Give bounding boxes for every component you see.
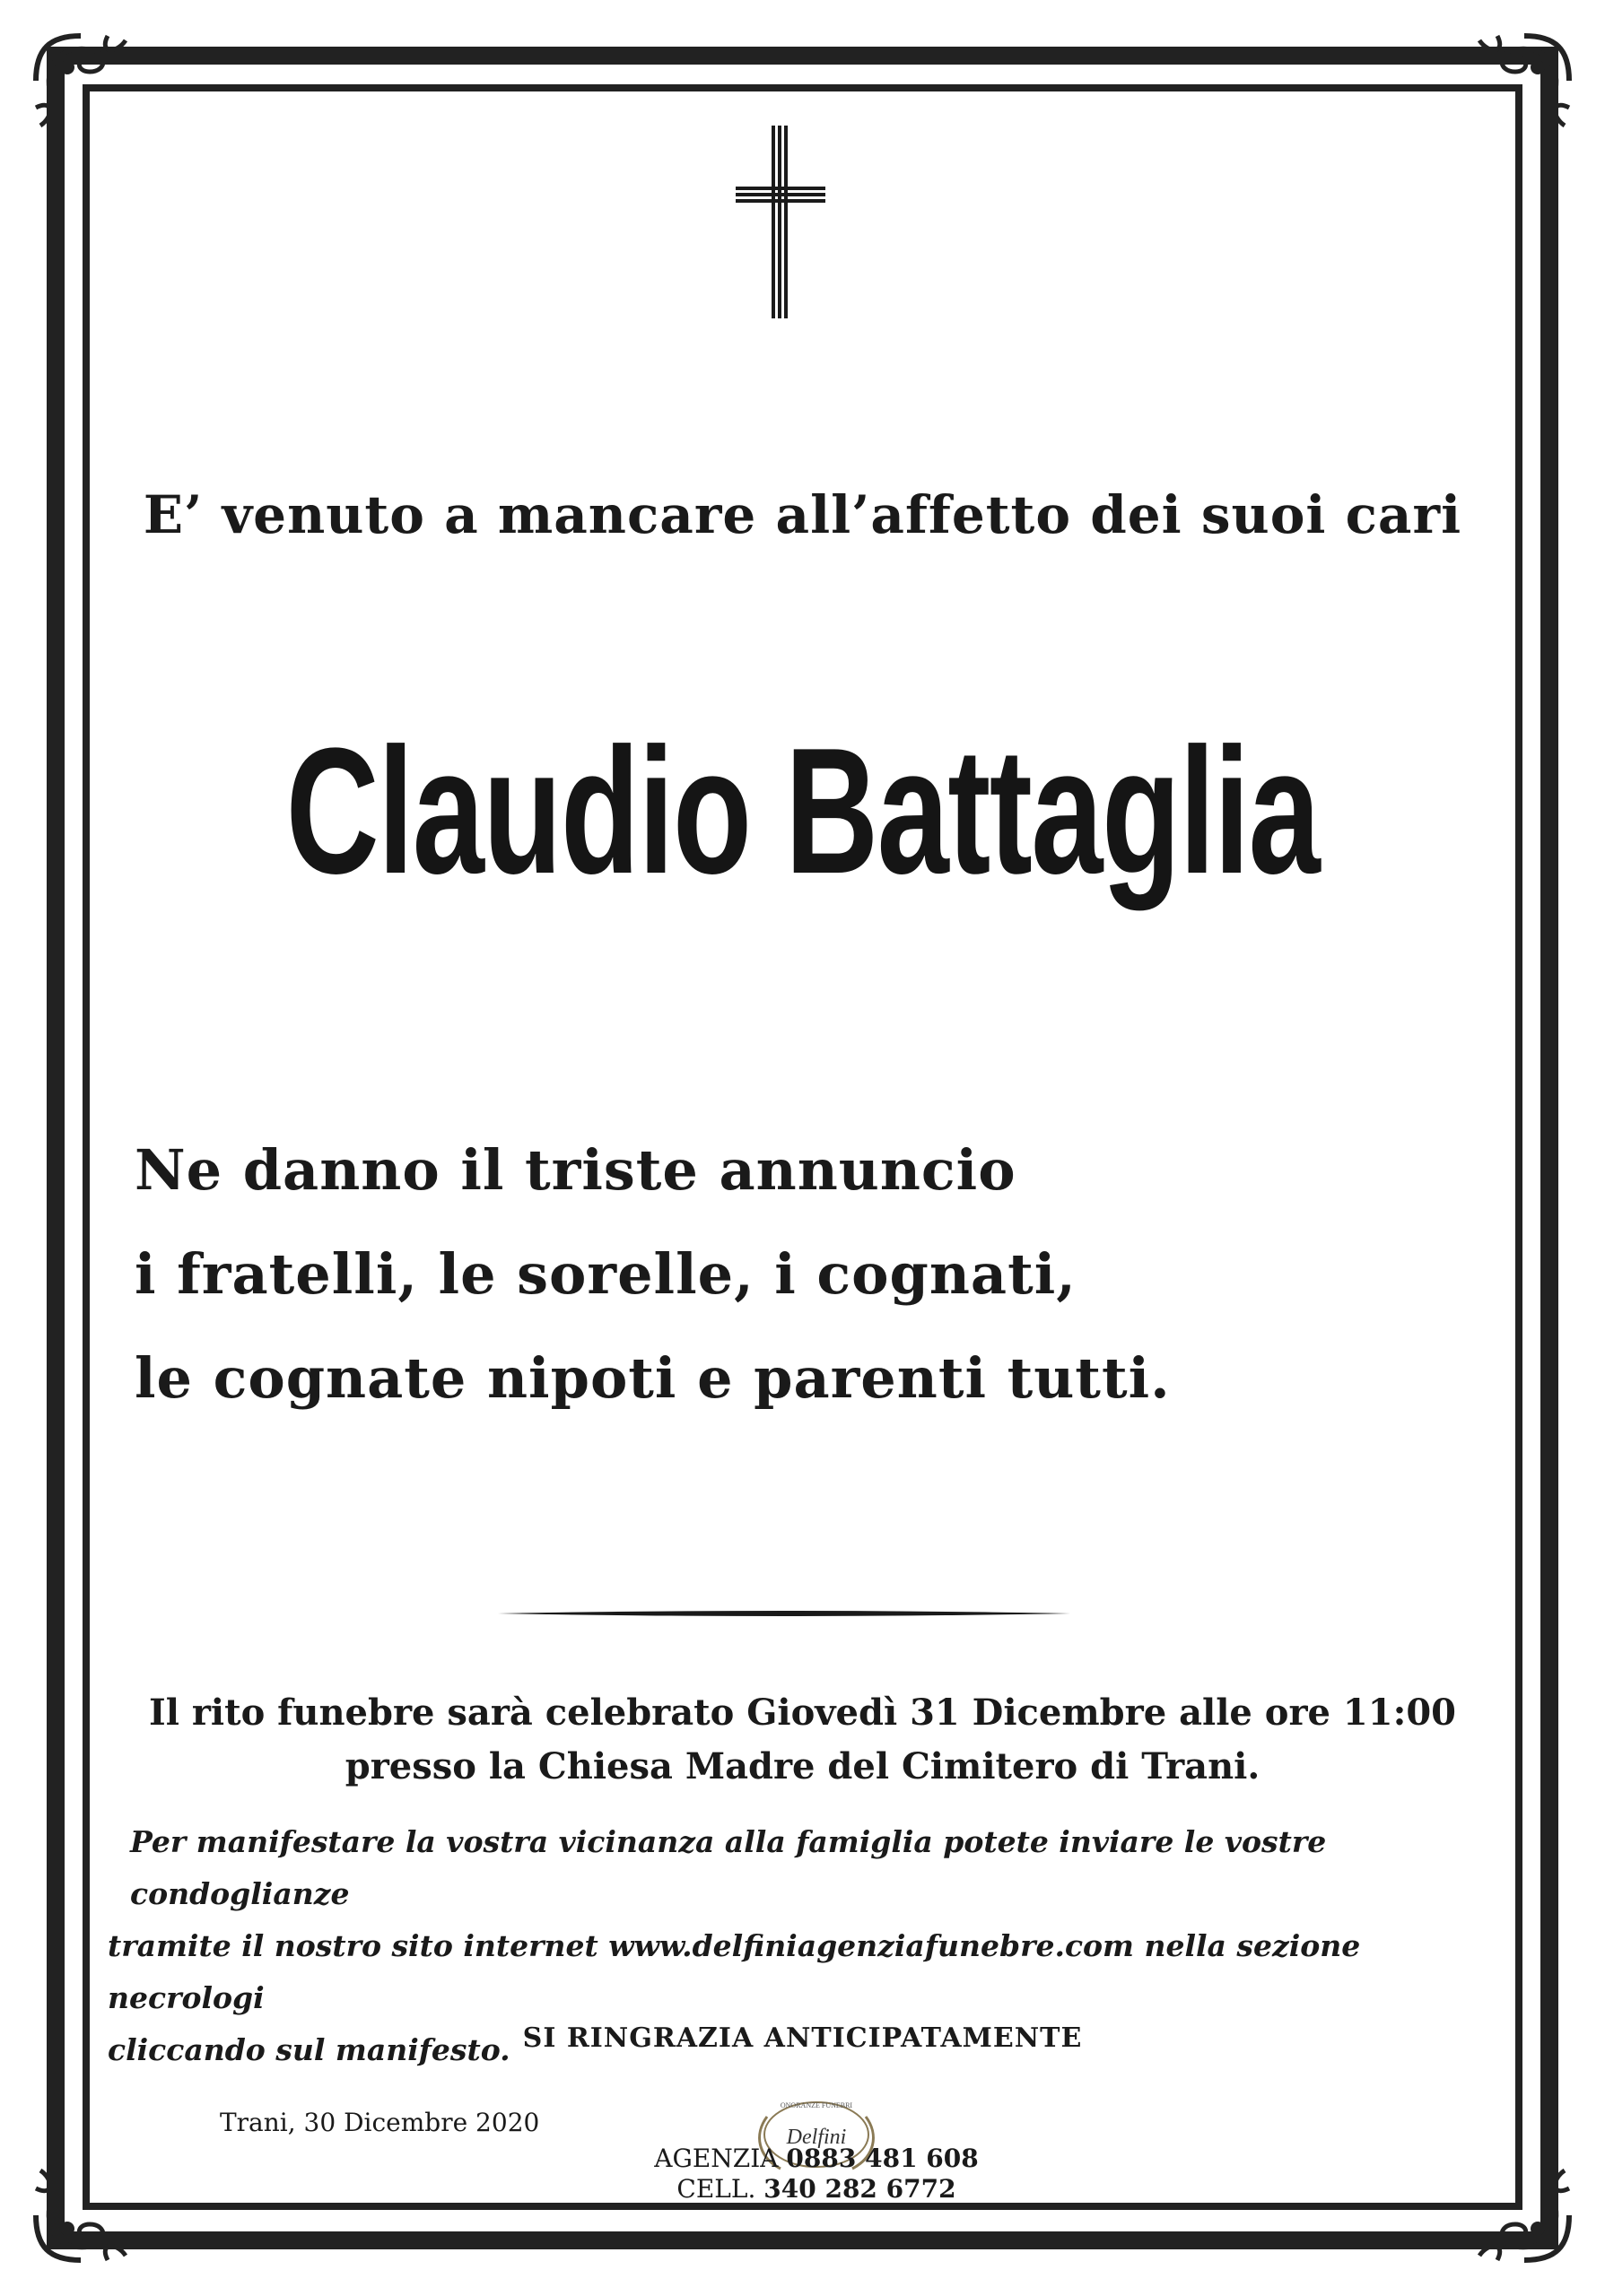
agency-cell: 340 282 6772 bbox=[763, 2174, 956, 2204]
agency-phone: 0883 481 608 bbox=[786, 2144, 979, 2173]
mourners-line: le cognate nipoti e parenti tutti. bbox=[135, 1345, 1171, 1411]
intro-text: E’ venuto a mancare all’affetto dei suoi cari bbox=[143, 484, 1462, 545]
condolences-line: cliccando sul manifesto. bbox=[108, 2032, 510, 2067]
agency-cell-line bbox=[628, 2174, 1005, 2205]
cell-label: CELL. bbox=[676, 2174, 756, 2204]
logo-tagline: ONORANZE FUNEBRI bbox=[780, 2101, 853, 2109]
agency-label: AGENZIA bbox=[654, 2144, 779, 2173]
place-date: Trani, 30 Dicembre 2020 bbox=[220, 2108, 540, 2137]
mourners-line: Ne danno il triste annuncio bbox=[135, 1137, 1016, 1203]
agency-contacts bbox=[628, 2144, 1005, 2205]
rite-line: presso la Chiesa Madre del Cimitero di Trani. bbox=[345, 1745, 1260, 1787]
deceased-name: Claudio Battaglia bbox=[285, 711, 1320, 911]
cross-icon bbox=[736, 126, 825, 318]
funeral-rite-text bbox=[0, 1686, 1605, 1794]
thanks-text: SI RINGRAZIA ANTICIPATAMENTE bbox=[522, 2022, 1083, 2054]
rite-line: Il rito funebre sarà celebrato Giovedì 31 Dicembre alle ore 11:00 bbox=[148, 1692, 1456, 1734]
corner-ornament-icon bbox=[1461, 27, 1578, 144]
condolences-line: Per manifestare la vostra vicinanza alla famiglia potete inviare le vostre condoglianze bbox=[130, 1824, 1327, 1911]
corner-ornament-icon bbox=[1461, 2152, 1578, 2269]
corner-ornament-icon bbox=[27, 27, 144, 144]
mourners-block bbox=[135, 1135, 1435, 1447]
corner-ornament-icon bbox=[27, 2152, 144, 2269]
logo-brand: Delfini bbox=[786, 2126, 847, 2149]
mourners-line: i fratelli, le sorelle, i cognati, bbox=[135, 1241, 1077, 1307]
divider-line bbox=[498, 1610, 1070, 1617]
agency-phone-line bbox=[628, 2144, 1005, 2174]
condolences-line: tramite il nostro sito internet www.delfiniagenziafunebre.com nella sezione necrologi bbox=[108, 1928, 1361, 2015]
